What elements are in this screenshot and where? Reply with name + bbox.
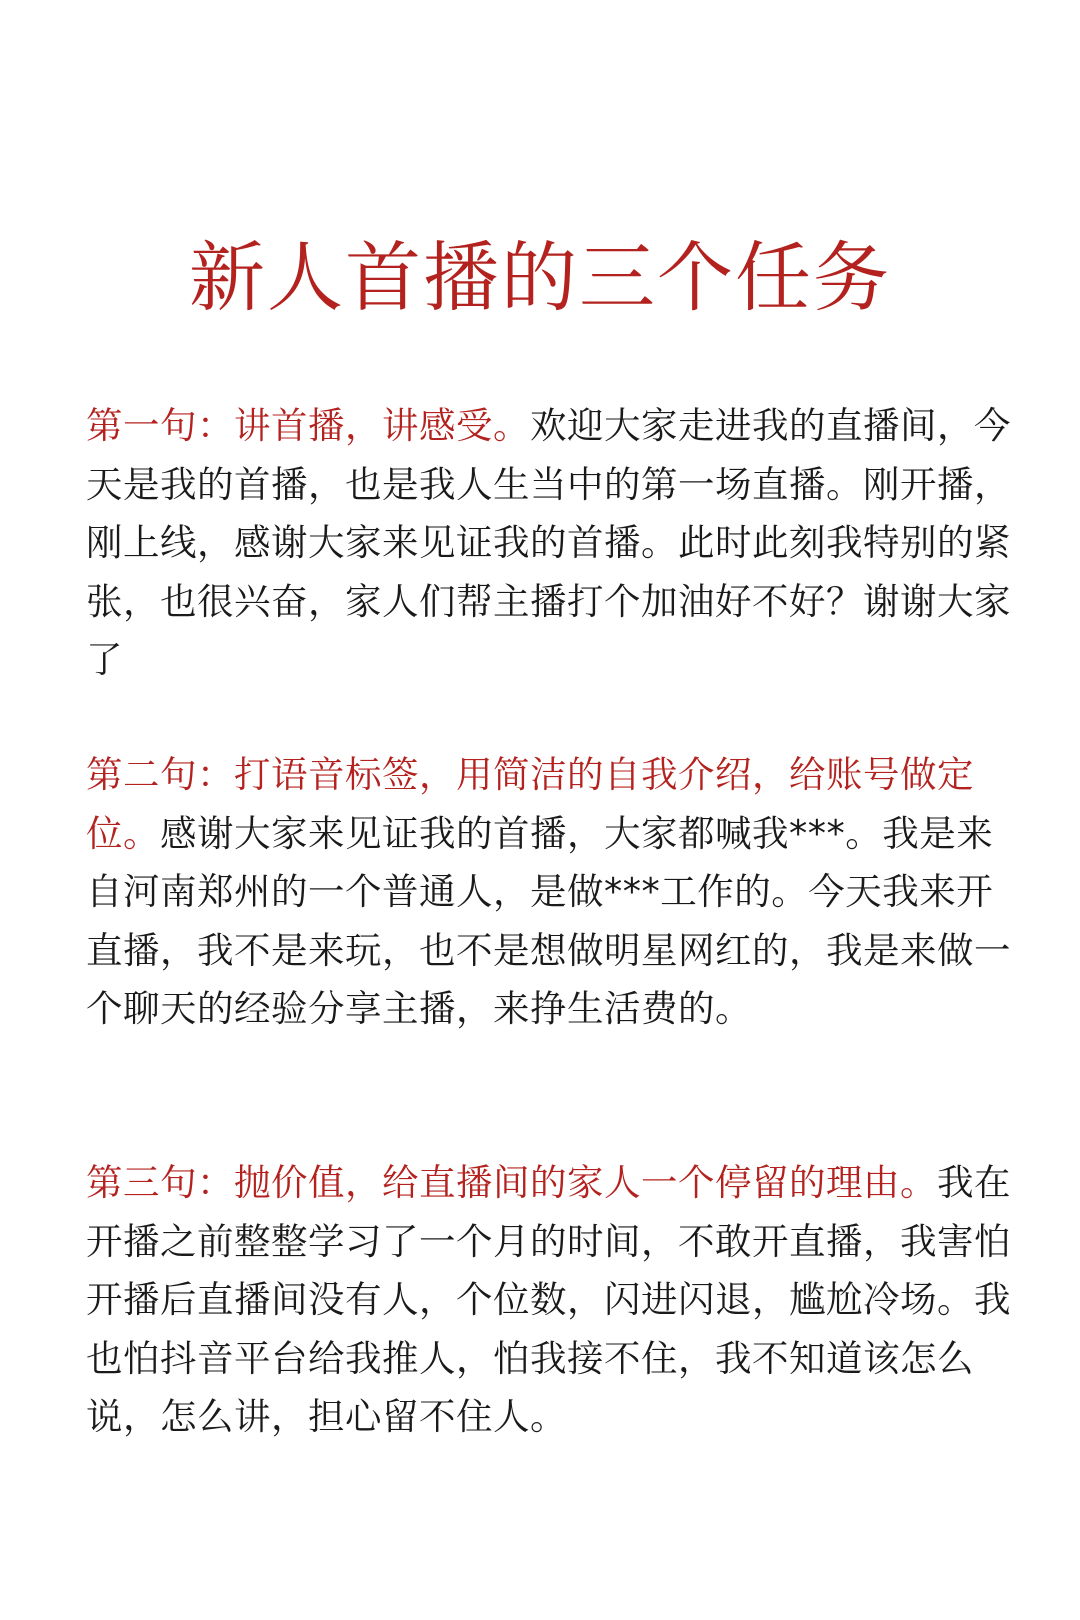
section-2-body: 感谢大家来见证我的首播，大家都喊我***。我是来自河南郑州的一个普通人，是做***工作的。今天我来开直播，我不是来玩，也不是想做明星网红的，我是来做一个聊天的经验分享主播，来挣生活费的。 <box>86 811 1011 1030</box>
section-1-heading: 第一句：讲首播，讲感受。 <box>86 404 530 447</box>
section-3-heading: 第三句：抛价值，给直播间的家人一个停留的理由。 <box>86 1161 937 1204</box>
section-2-heading: 第二句：打语音标签，用简洁的自我介绍，给账号做定位。 <box>86 753 974 855</box>
section-2 <box>86 746 1016 1039</box>
section-3 <box>86 1154 1016 1447</box>
section-1 <box>86 397 1016 690</box>
section-3-body: 我在开播之前整整学习了一个月的时间，不敢开直播，我害怕开播后直播间没有人，个位数，闪进闪退，尴尬冷场。我也怕抖音平台给我推人，怕我接不住，我不知道该怎么说，怎么讲，担心留不住人。 <box>86 1161 1011 1438</box>
page-title: 新人首播的三个任务 <box>189 233 891 322</box>
section-1-body: 欢迎大家走进我的直播间，今天是我的首播，也是我人生当中的第一场直播。刚开播，刚上线，感谢大家来见证我的首播。此时此刻我特别的紧张，也很兴奋，家人们帮主播打个加油好不好？谢谢大家了 <box>86 404 1011 681</box>
